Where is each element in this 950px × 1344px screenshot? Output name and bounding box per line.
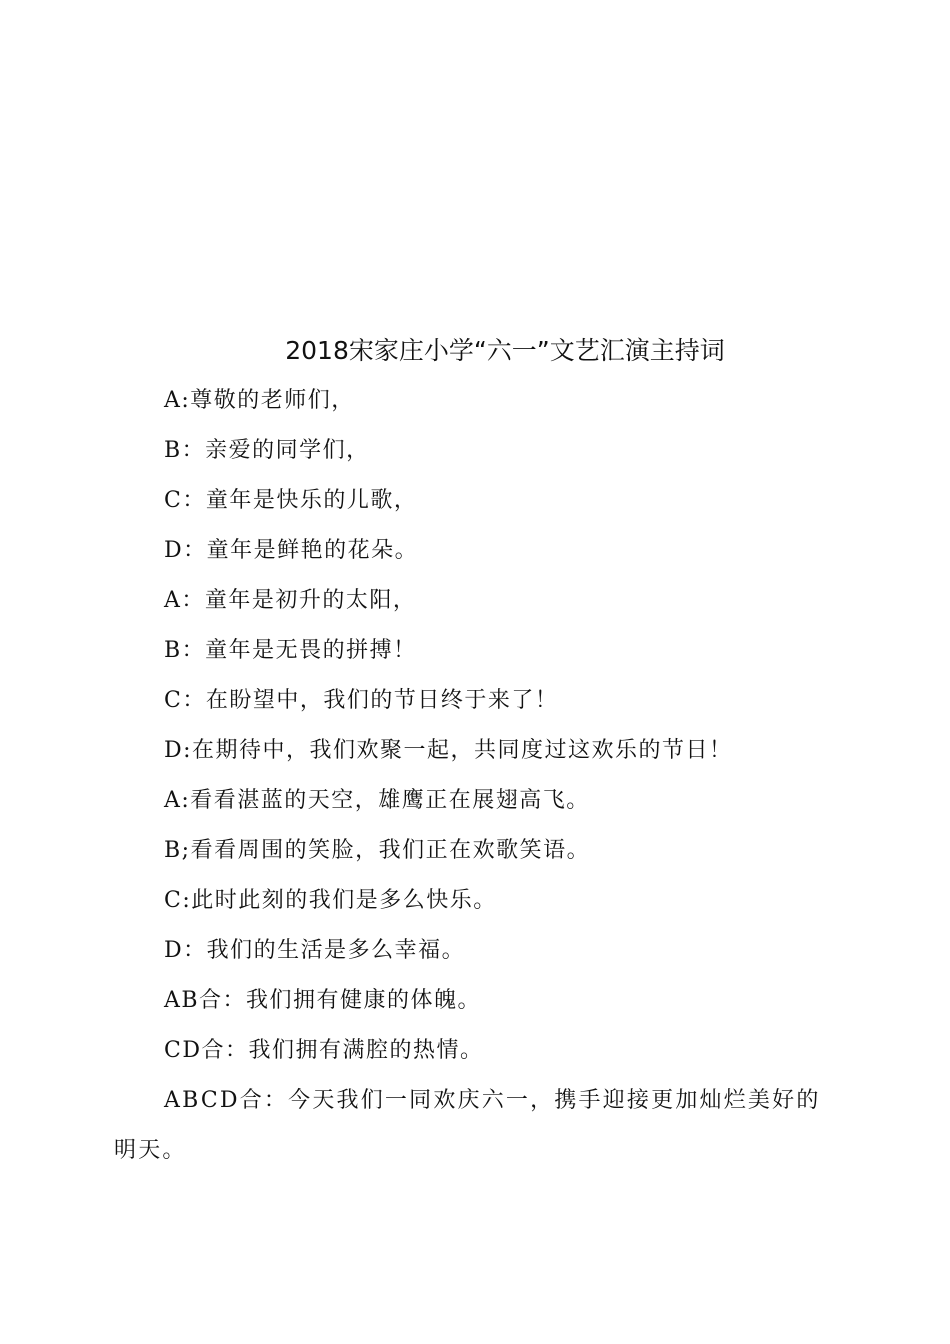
script-line-d-childhood-flower: D：童年是鲜艳的花朵。 [164,538,419,563]
script-line-a-greeting: A:尊敬的老师们， [164,388,355,413]
script-line-a-blue-sky: A:看看湛蓝的天空，雄鹰正在展翅高飞。 [164,788,590,813]
script-line-b-greeting: B：亲爱的同学们， [164,438,370,463]
script-line-b-smiling-faces: B;看看周围的笑脸，我们正在欢歌笑语。 [164,838,591,863]
script-line-c-childhood-song: C：童年是快乐的儿歌， [164,488,418,513]
script-line-c-holiday-arrived: C：在盼望中，我们的节日终于来了！ [164,688,559,713]
script-line-abcd-closing: ABCD合：今天我们一同欢庆六一，携手迎接更加灿烂美好的明天。 [114,1088,821,1163]
script-body [114,383,836,1176]
document-title: 2018宋家庄小学“六一”文艺汇演主持词 [285,336,725,365]
script-line-ab-together: AB合：我们拥有健康的体魄。 [164,988,482,1013]
script-line-b-childhood-struggle: B：童年是无畏的拼搏！ [164,638,417,663]
script-line-cd-together: CD合：我们拥有满腔的热情。 [164,1038,484,1063]
script-line-c-happy-moment: C:此时此刻的我们是多么快乐。 [164,888,497,913]
script-line-d-gather-together: D:在期待中，我们欢聚一起，共同度过这欢乐的节日！ [164,738,733,763]
script-line-d-happy-life: D：我们的生活是多么幸福。 [164,938,466,963]
script-line-a-childhood-sun: A：童年是初升的太阳， [164,588,417,613]
